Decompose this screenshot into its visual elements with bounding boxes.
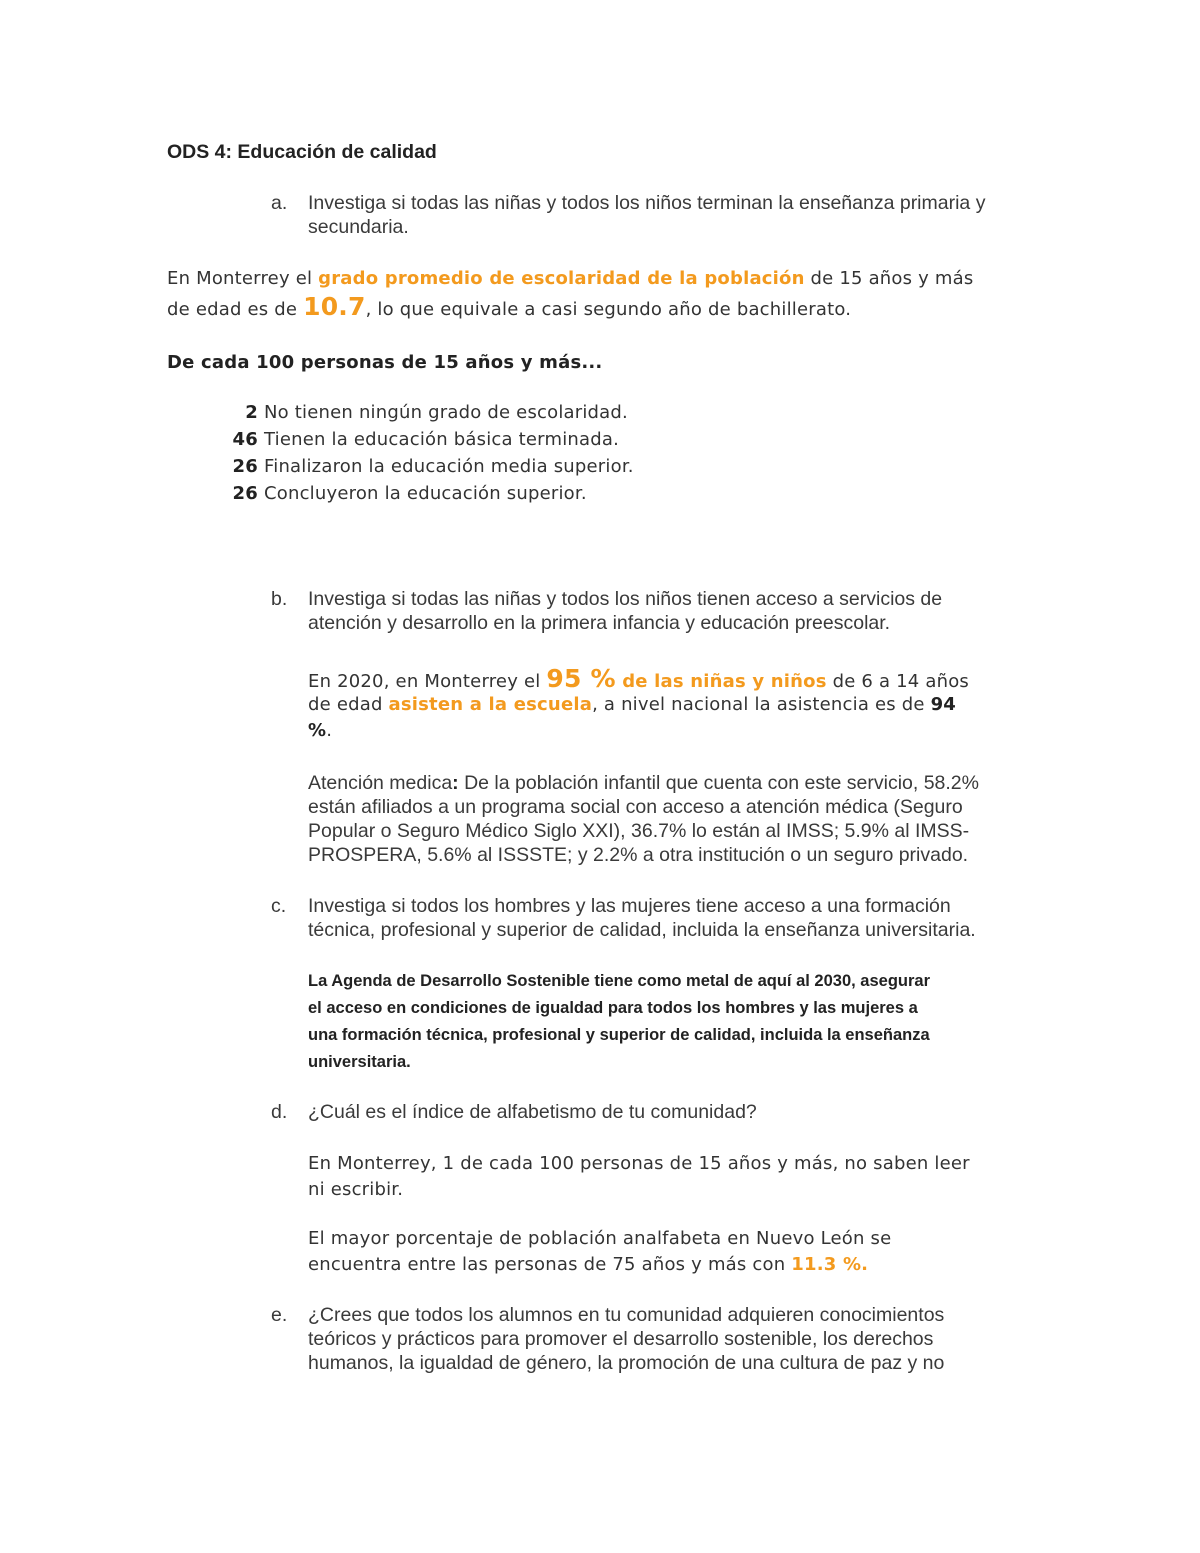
b-medical-label: Atención medica [308, 772, 453, 794]
stat-row [228, 427, 619, 453]
stat-row [228, 400, 628, 426]
list-letter-c: c. [271, 895, 287, 917]
b-answer-text: de 6 a 14 años [826, 671, 969, 692]
d-answer2-line1: El mayor porcentaje de población analfabeta en Nuevo León se [308, 1228, 892, 1249]
b-answer-text: de edad [308, 694, 389, 715]
stat-text: No tienen ningún grado de escolaridad. [264, 402, 628, 423]
b-medical-colon: : [452, 772, 459, 794]
question-b-line1: Investiga si todas las niñas y todos los niños tienen acceso a servicios de [308, 588, 943, 610]
question-d: ¿Cuál es el índice de alfabetismo de tu comunidad? [308, 1101, 757, 1123]
c-answer-line2: el acceso en condiciones de igualdad para todos los hombres y las mujeres a [308, 999, 918, 1017]
b-percent: 95 % [546, 664, 616, 693]
question-a-line1: Investiga si todas las niñas y todos los niños terminan la enseñanza primaria y [308, 192, 986, 214]
stat-row [228, 454, 634, 480]
stat-text: Concluyeron la educación superior. [264, 483, 587, 504]
intro-line1-pre: En Monterrey el [167, 268, 319, 289]
intro-highlight: grado promedio de escolaridad de la población [318, 268, 805, 289]
intro-line2-pre: de edad es de [167, 299, 304, 320]
b-answer-text: En 2020, en Monterrey el [308, 671, 547, 692]
b-medical-line3: Popular o Seguro Médico Siglo XXI), 36.7% lo están al IMSS; 5.9% al IMSS- [308, 820, 970, 842]
stat-text: Tienen la educación básica terminada. [264, 429, 620, 450]
question-c-line2: técnica, profesional y superior de calidad, incluida la enseñanza universitaria. [308, 919, 976, 941]
b-answer-line1 [308, 666, 969, 695]
b-national-value: 94 [930, 694, 957, 715]
question-c-line1: Investiga si todos los hombres y las mujeres tiene acceso a una formación [308, 895, 951, 917]
question-b-line2: atención y desarrollo en la primera infancia y educación preescolar. [308, 612, 891, 634]
b-highlight-school: asisten a la escuela [388, 694, 593, 715]
b-answer-text: . [326, 720, 333, 741]
intro-line1-post: de 15 años y más [804, 268, 974, 289]
b-medical-line4: PROSPERA, 5.6% al ISSSTE; y 2.2% a otra institución o un seguro privado. [308, 844, 969, 866]
list-letter-b: b. [271, 588, 288, 610]
d-answer2-text: encuentra entre las personas de 75 años y más con [308, 1254, 792, 1275]
b-answer-line3 [308, 718, 332, 744]
stat-value: 26 [232, 456, 258, 477]
b-medical-line1 [308, 771, 979, 795]
list-letter-a: a. [271, 192, 288, 214]
question-e-line1: ¿Crees que todos los alumnos en tu comunidad adquieren conocimientos [308, 1304, 945, 1326]
stat-value: 26 [232, 483, 258, 504]
stat-value: 2 [245, 402, 258, 423]
b-highlight-children: de las niñas y niños [615, 671, 827, 692]
c-answer-line3: una formación técnica, profesional y superior de calidad, incluida la enseñanza [308, 1026, 930, 1044]
question-e-line2: teóricos y prácticos para promover el desarrollo sostenible, los derechos [308, 1328, 934, 1350]
list-letter-e: e. [271, 1304, 288, 1326]
question-a-line2: secundaria. [308, 216, 409, 238]
b-medical-text: De la población infantil que cuenta con este servicio, 58.2% [458, 772, 979, 794]
d-answer2-line2 [308, 1252, 868, 1278]
d-answer-line1: En Monterrey, 1 de cada 100 personas de 15 años y más, no saben leer [308, 1153, 970, 1174]
question-e-line3: humanos, la igualdad de género, la promoción de una cultura de paz y no [308, 1352, 945, 1374]
b-answer-line2 [308, 692, 956, 718]
b-answer-text: , a nivel nacional la asistencia es de [592, 694, 931, 715]
stats-heading: De cada 100 personas de 15 años y más... [167, 352, 603, 373]
intro-value: 10.7 [303, 292, 366, 321]
intro-line2 [167, 294, 851, 323]
b-medical-line2: están afiliados a un programa social con acceso a atención médica (Seguro [308, 796, 963, 818]
stat-row [228, 481, 587, 507]
stat-value: 46 [232, 429, 258, 450]
d-answer-line2: ni escribir. [308, 1179, 404, 1200]
b-national-percent: % [308, 720, 327, 741]
intro-line2-post: , lo que equivale a casi segundo año de bachillerato. [365, 299, 852, 320]
d-illiteracy-percent: 11.3 %. [791, 1254, 869, 1275]
list-letter-d: d. [271, 1101, 288, 1123]
c-answer-line1: La Agenda de Desarrollo Sostenible tiene como metal de aquí al 2030, asegurar [308, 972, 931, 990]
intro-line1 [167, 266, 973, 292]
stat-text: Finalizaron la educación media superior. [264, 456, 634, 477]
c-answer-line4: universitaria. [308, 1053, 411, 1071]
page-title: ODS 4: Educación de calidad [167, 141, 437, 163]
